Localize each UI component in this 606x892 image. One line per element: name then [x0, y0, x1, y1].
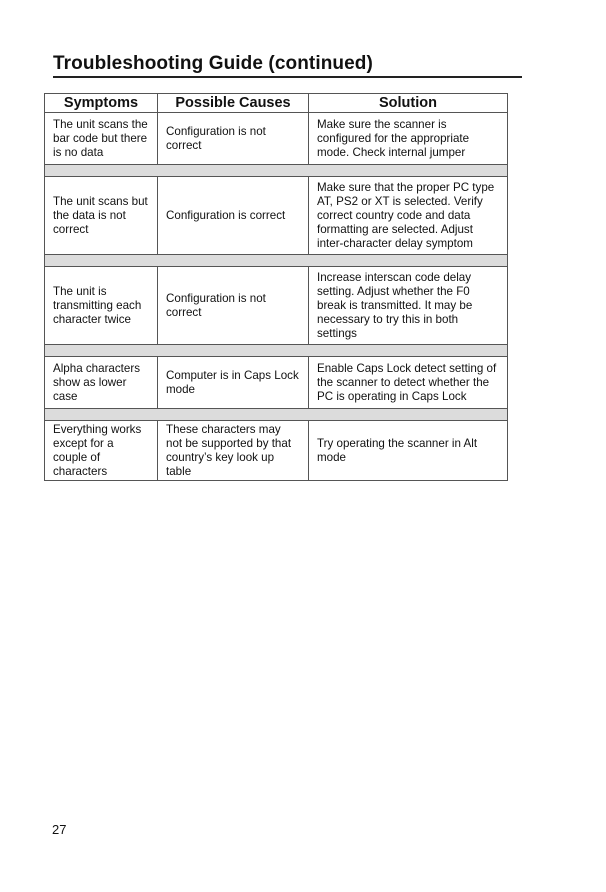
solution-cell: Make sure that the proper PC type AT, PS2 or XT is selected. Verify correct country code and data formatting are selected. Adjust inter-character delay symptom: [309, 177, 508, 255]
solution-cell: Try operating the scanner in Alt mode: [309, 421, 508, 481]
title-rule: [53, 76, 522, 78]
header-solution: Solution: [309, 94, 508, 113]
cause-cell: These characters may not be supported by that country’s key look up table: [158, 421, 309, 481]
table-header-row: [45, 94, 508, 113]
cause-cell: Configuration is not correct: [158, 267, 309, 345]
cause-cell: Computer is in Caps Lock mode: [158, 357, 309, 409]
table-row: [45, 113, 508, 165]
symptom-cell: The unit scans the bar code but there is no data: [45, 113, 158, 165]
page-title: Troubleshooting Guide (continued): [53, 53, 373, 74]
symptom-cell: Alpha characters show as lower case: [45, 357, 158, 409]
page-number: 27: [52, 822, 67, 837]
troubleshooting-table: [44, 93, 508, 481]
solution-cell: Increase interscan code delay setting. Adjust whether the F0 break is transmitted. It may be necessary to try this in both settings: [309, 267, 508, 345]
symptom-cell: Everything works except for a couple of characters: [45, 421, 158, 481]
solution-cell: Enable Caps Lock detect setting of the scanner to detect whether the PC is operating in Caps Lock: [309, 357, 508, 409]
solution-cell: Make sure the scanner is configured for the appropriate mode. Check internal jumper: [309, 113, 508, 165]
header-possible-causes: Possible Causes: [158, 94, 309, 113]
row-separator: [45, 255, 508, 267]
header-symptoms: Symptoms: [45, 94, 158, 113]
symptom-cell: The unit scans but the data is not correct: [45, 177, 158, 255]
cause-cell: Configuration is not correct: [158, 113, 309, 165]
table-row: [45, 177, 508, 255]
table-row: [45, 357, 508, 409]
table-row: [45, 421, 508, 481]
row-separator: [45, 345, 508, 357]
row-separator: [45, 165, 508, 177]
table-row: [45, 267, 508, 345]
row-separator: [45, 409, 508, 421]
cause-cell: Configuration is correct: [158, 177, 309, 255]
symptom-cell: The unit is transmitting each character twice: [45, 267, 158, 345]
